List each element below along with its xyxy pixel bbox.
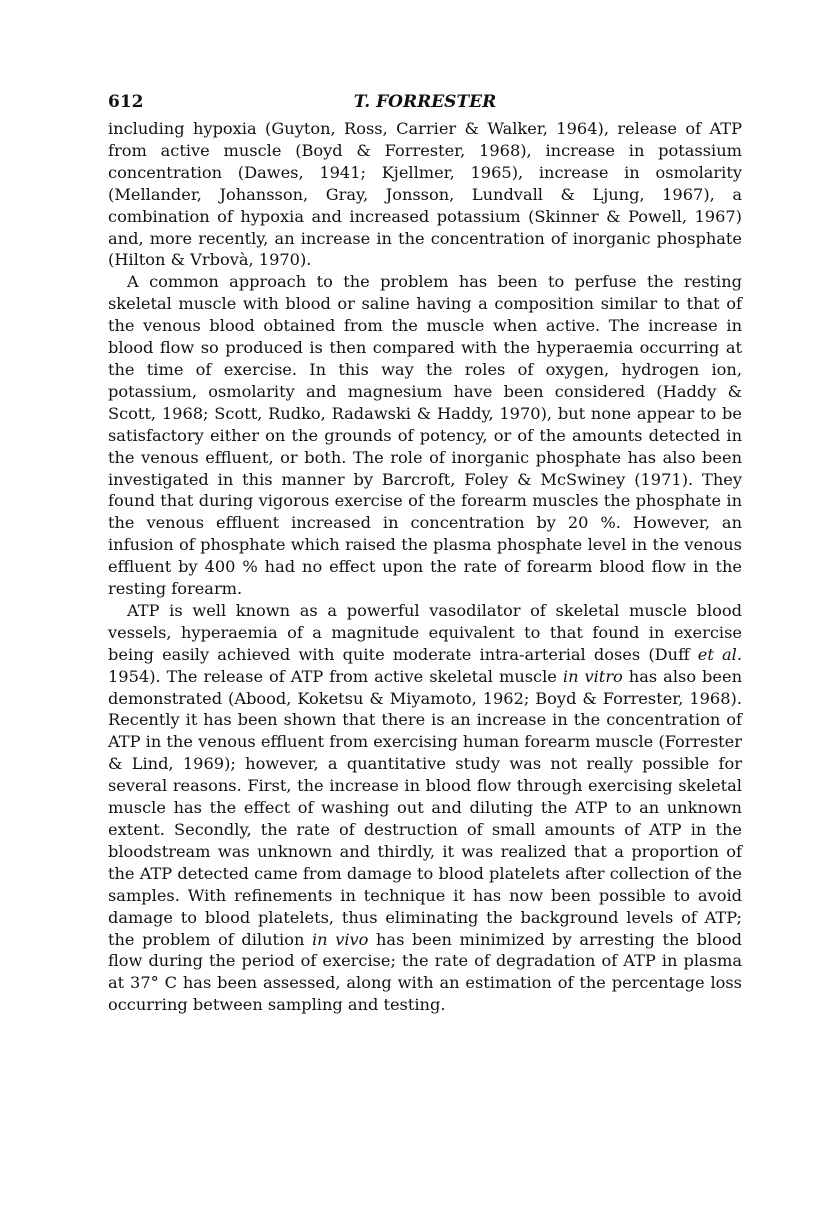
paragraph-atp-vasodilator <box>108 600 742 1016</box>
running-head <box>108 88 742 118</box>
italic-in-vitro: in vitro <box>562 666 623 686</box>
paragraph-common-approach: A common approach to the problem has been to perfuse the resting skeletal muscle with blood or saline having a composition similar to that of the venous blood obtained from the muscle when active. The increase in blood flow so produced is then compared with the hyperaemia occurring at the time of exercise. In this way the roles of oxygen, hydrogen ion, potassium, osmolarity and magnesium have been considered (Haddy & Scott, 1968; Scott, Rudko, Radawski & Haddy, 1970), but none appear to be satisfactory either on the grounds of potency, or of the amounts detected in the venous effluent, or both. The role of inorganic phosphate has also been investigated in this manner by Barcroft, Foley & McSwiney (1971). They found that during vigorous exercise of the forearm muscles the phosphate in the venous effluent increased in concentration by 20 %. However, an infusion of phosphate which raised the plasma phosphate level in the venous effluent by 400 % had no effect upon the rate of forearm blood flow in the resting forearm. <box>108 272 742 599</box>
italic-in-vivo: in vivo <box>311 929 369 949</box>
paragraph-continuation: including hypoxia (Guyton, Ross, Carrier & Walker, 1964), release of ATP from active muscle (Boyd & Forrester, 1968), increase in potassium concentration (Dawes, 1941; Kjellmer, 1965), increase in osmolarity (Mellander, Johansson, Gray, Jonsson, Lundvall & Ljung, 1967), a combination of hypoxia and increased potassium (Skinner & Powell, 1967) and, more recently, an increase in the concentration of inorganic phosphate (Hilton & Vrbovà, 1970). <box>108 119 742 270</box>
italic-et-al: et al. <box>697 644 742 664</box>
paragraph-text-segment: 1954). The release of ATP from active skeletal muscle <box>108 666 563 686</box>
paragraph-text-segment: ATP is well known as a powerful vasodilator of skeletal muscle blood vessels, hyperaemia of a magnitude equivalent to that found in exercise being easily achieved with quite moderate intra-arterial doses (Duff <box>108 600 742 664</box>
page-number: 612 <box>108 92 144 112</box>
paragraph-text-segment: has also been demonstrated (Abood, Koketsu & Miyamoto, 1962; Boyd & Forrester, 1968). Recently it has been shown that there is an increase in the concentration of ATP in the venous effluent from exercising human forearm muscle (Forrester & Lind, 1969); however, a quantitative study was not really possible for several reasons. First, the increase in blood flow through exercising skeletal muscle has the effect of washing out and diluting the ATP to an unknown extent. Secondly, the rate of destruction of small amounts of ATP in the bloodstream was unknown and thirdly, it was realized that a proportion of the ATP detected came from damage to blood platelets after collection of the samples. With refinements in technique it has now been possible to avoid damage to blood platelets, thus eliminating the background levels of ATP; the problem of dilution <box>108 666 743 949</box>
running-title: T. FORRESTER <box>353 92 497 112</box>
paragraph-text-segment: has been minimized by arresting the blood flow during the period of exercise; the rate of degradation of ATP in plasma at 37° C has been assessed, along with an estimation of the percentage loss occurring between sampling and testing. <box>108 929 742 1015</box>
page <box>108 88 742 1016</box>
body-text <box>108 118 742 1016</box>
